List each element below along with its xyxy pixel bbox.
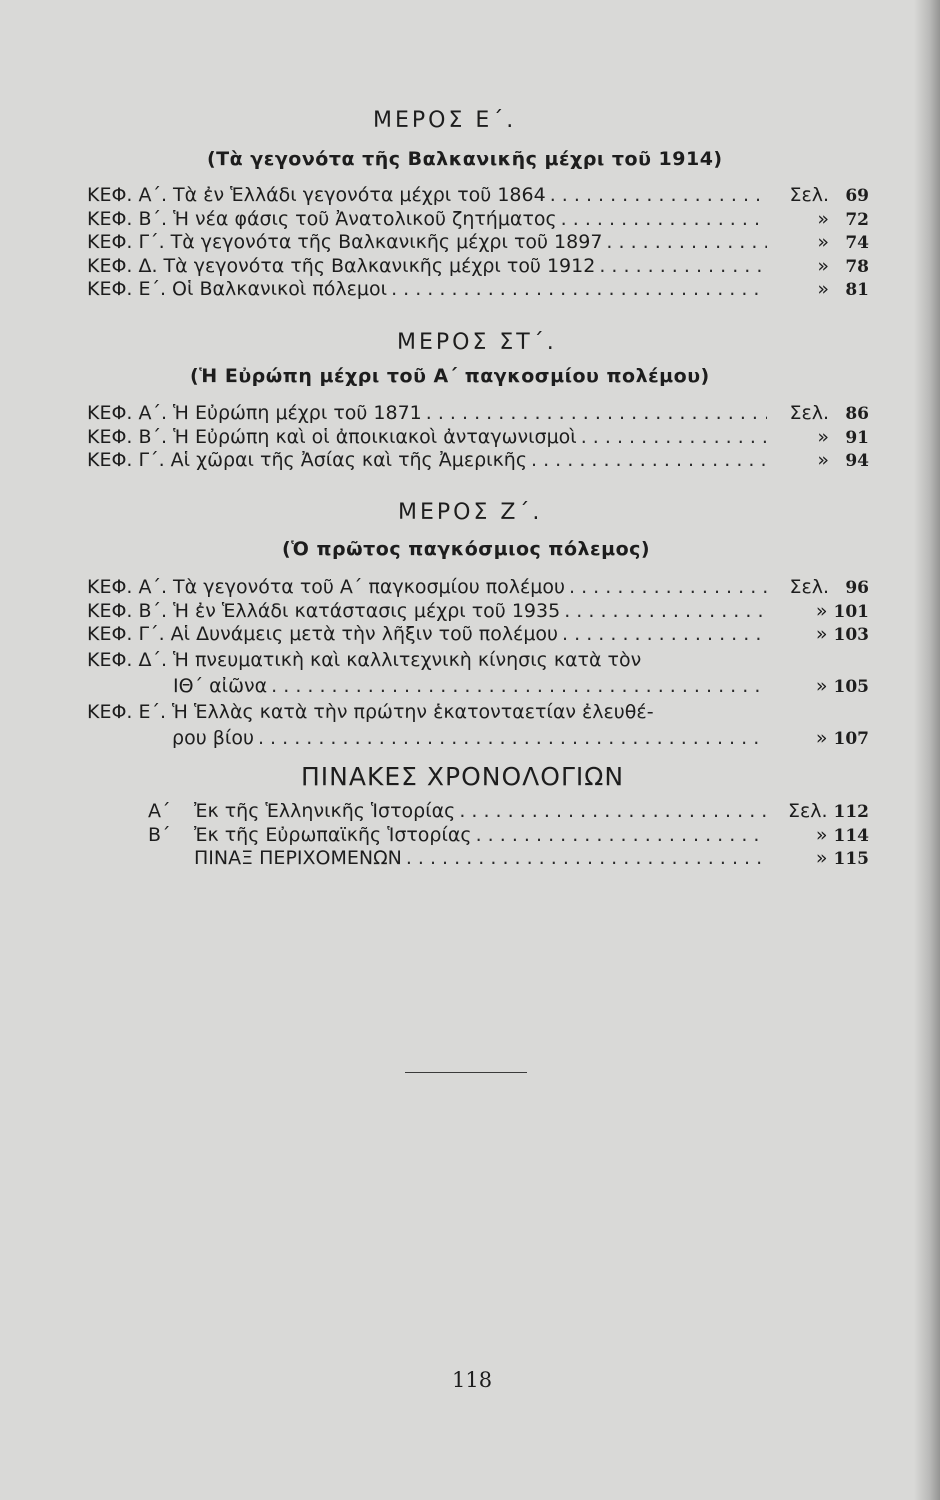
chapter-title: Ἡ νέα φάσις τοῦ Ἀνατολικοῦ ζητήματος [173,207,557,230]
page-ref: 81 [845,280,869,300]
page-marker: » [815,847,828,869]
chapter-title-continuation: ΙΘ΄ αἰῶνα [173,674,268,697]
chapter-title: Οἱ Βαλκανικοὶ πόλεμοι [172,278,388,300]
page-ref: 103 [833,625,869,645]
chapter-label: ΚΕΦ. Γ΄. [87,231,165,253]
toc-entry [148,824,869,848]
toc-entry-continuation [87,725,869,751]
page-marker: » [817,254,829,277]
page-marker: » [815,726,828,749]
page-marker: » [815,623,828,645]
page-marker: » [817,231,829,253]
page-ref: 112 [833,802,869,822]
chapter-title: Ἡ Ἑλλὰς κατὰ τὴν πρώτην ἑκατονταετίαν ἐλευθέ- [172,700,654,723]
chapter-title: Αἱ χῶραι τῆς Ἀσίας καὶ τῆς Ἀμερικῆς [170,449,527,471]
chapter-label: ΚΕΦ. Β΄. [87,425,168,448]
chapter-list [87,576,869,751]
toc-entry [87,576,869,600]
table-title: ΠΙΝΑΞ ΠΕΡΙΧΟΜΕΝΩΝ [194,847,402,869]
chapter-title: Τὰ γεγονότα τῆς Βαλκανικῆς μέχρι τοῦ 1897 [170,231,603,253]
page-marker: » [817,207,829,230]
page-ref: 96 [845,578,869,598]
page-marker: » [817,425,829,448]
leader-dots [476,824,766,848]
chapter-label: ΚΕΦ. Β΄. [87,599,168,622]
toc-entry [87,278,869,302]
chapter-title: Τὰ γεγονότα τῆς Βαλκανικῆς μέχρι τοῦ 1912 [163,254,596,277]
toc-entry [87,426,869,450]
toc-entry [87,600,869,624]
closing-rule [405,1072,527,1073]
chapter-label: ΚΕΦ. Ε΄. [87,700,167,723]
toc-entry [87,255,869,279]
page-marker: » [817,278,829,300]
section-title: ΜΕΡΟΣ Ε΄. [373,108,517,133]
page-marker: Σελ. [787,800,828,822]
leader-dots [271,673,765,699]
page-ref: 78 [845,256,869,277]
table-title: Ἐκ τῆς Ἑλληνικῆς Ἱστορίας [194,800,456,822]
page-marker: Σελ. [789,576,829,598]
toc-entry [87,449,869,473]
chapter-title: Ἡ ἐν Ἑλλάδι κατάστασις μέχρι τοῦ 1935 [173,599,561,622]
page-ref: 105 [833,676,869,697]
page-ref: 107 [833,728,869,749]
chapter-title-continuation: ρου βίου [172,726,254,749]
toc-entry [87,208,869,232]
chapter-title: Ἡ Εὐρώπη καὶ οἱ ἀποικιακοὶ ἀνταγωνισμοὶ [173,425,577,448]
page-number: 118 [452,1368,493,1392]
chapter-label: ΚΕΦ. Γ΄. [87,449,165,471]
leader-dots [581,426,767,450]
leader-dots [562,623,765,647]
leader-dots [569,576,767,600]
leader-dots [426,402,767,426]
toc-entry [87,184,869,208]
page-ref: 74 [845,233,869,253]
page-ref: 115 [833,849,869,869]
page-marker: » [815,674,828,697]
leader-dots [550,184,767,208]
table-label: Α΄ [148,800,171,822]
toc-entry [87,647,869,673]
table-title: Ἐκ τῆς Εὐρωπαϊκῆς Ἱστορίας [194,823,472,846]
page-ref: 91 [845,427,869,448]
leader-dots [459,800,765,824]
chapter-label: ΚΕΦ. Α΄. [87,402,168,424]
tables-heading: ΠΙΝΑΚΕΣ ΧΡΟΝΟΛΟΓΙΩΝ [301,762,625,791]
leader-dots [406,847,766,871]
page-marker: Σελ. [789,402,829,424]
toc-entry [148,847,869,871]
chapter-label: ΚΕΦ. Β΄. [87,207,168,230]
leader-dots [258,725,766,751]
page-ref: 114 [833,825,869,846]
page-ref: 94 [845,451,869,471]
chapter-label: ΚΕΦ. Α΄. [87,576,168,598]
section-title: ΜΕΡΟΣ ΣΤ΄. [397,330,557,355]
leader-dots [599,255,767,279]
page-ref: 101 [833,601,869,622]
page-marker: Σελ. [789,184,829,206]
chapter-label: ΚΕΦ. Δ. [87,254,158,277]
toc-entry [87,623,869,647]
page-ref: 72 [845,209,869,230]
chapter-list [87,184,869,302]
chapter-label: ΚΕΦ. Α΄. [87,184,168,206]
chapter-title: Ἡ πνευματικὴ καὶ καλλιτεχνικὴ κίνησις κατὰ τὸν [173,648,642,671]
toc-entry-continuation [87,673,869,699]
chapter-title: Τὰ γεγονότα τοῦ Α΄ παγκοσμίου πολέμου [173,576,566,598]
page-marker: » [817,449,829,471]
leader-dots [561,208,767,232]
chapter-title: Ἡ Εὐρώπη μέχρι τοῦ 1871 [173,402,422,424]
chapter-label: ΚΕΦ. Δ΄. [87,648,168,671]
page-ref: 69 [845,186,869,206]
page-ref: 86 [845,404,869,424]
leader-dots [606,231,767,255]
chapter-list [87,402,869,473]
leader-dots [564,600,765,624]
chapter-title: Τὰ ἐν Ἑλλάδι γεγονότα μέχρι τοῦ 1864 [173,184,546,206]
section-subtitle: (Ἡ Εὐρώπη μέχρι τοῦ Α΄ παγκοσμίου πολέμου) [190,365,710,387]
section-subtitle: (Τὰ γεγονότα τῆς Βαλκανικῆς μέχρι τοῦ 1914) [207,148,723,170]
chapter-label: ΚΕΦ. Γ΄. [87,623,165,645]
toc-entry [148,800,869,824]
leader-dots [531,449,767,473]
section-title: ΜΕΡΟΣ Ζ΄. [398,500,543,525]
page-marker: » [815,599,828,622]
toc-entry [87,231,869,255]
tables-list [148,800,869,871]
leader-dots [391,278,767,302]
toc-entry [87,699,869,725]
chapter-label: ΚΕΦ. Ε΄. [87,278,167,300]
page-marker: » [815,823,828,846]
section-subtitle: (Ὁ πρῶτος παγκόσμιος πόλεμος) [282,538,651,560]
toc-entry [87,402,869,426]
table-label: Β΄ [148,823,171,846]
chapter-title: Αἱ Δυνάμεις μετὰ τὴν λῆξιν τοῦ πολέμου [170,623,559,645]
